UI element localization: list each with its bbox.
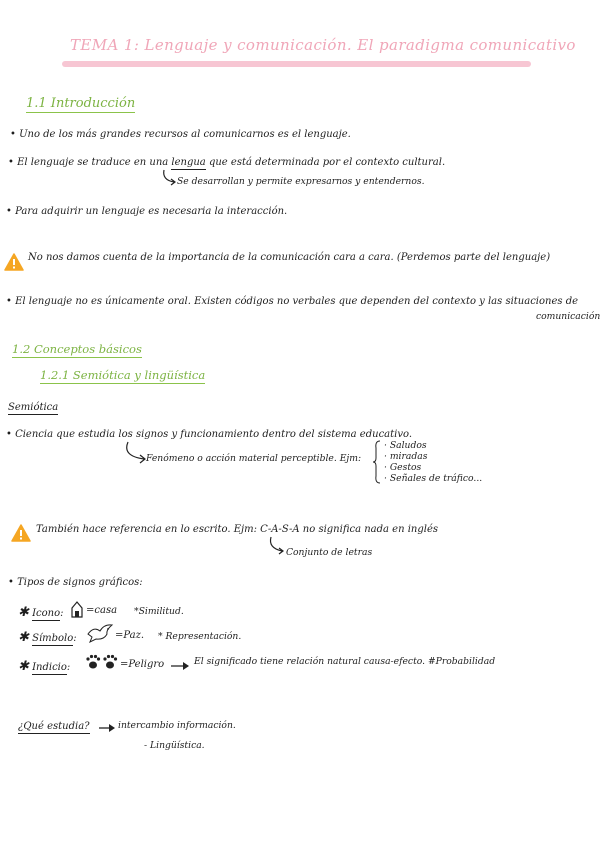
intro-bullet-2: • El lenguaje se traduce en una lengua que está determinada por el contexto cultural. — [8, 157, 446, 168]
section-heading-1-2-1 — [40, 368, 205, 382]
warning-icon — [11, 524, 31, 542]
example-item: · miradas — [384, 451, 428, 462]
intro-bullet-1-text: Uno de los más grandes recursos al comunicarnos es el lenguaje. — [19, 129, 351, 140]
example-item-text: Gestos — [389, 462, 422, 473]
semiotica-bullet-1-text: Ciencia que estudia los signos y funcionamiento dentro del sistema educativo. — [15, 429, 413, 440]
simbolo-label: Símbolo — [32, 633, 74, 644]
tipos-bullet-text: Tipos de signos gráficos: — [17, 577, 143, 588]
example-item: · Gestos — [384, 462, 422, 473]
intro-bullet-4: • El lenguaje no es únicamente oral. Existen códigos no verbales que dependen del contexto y las situaciones de — [6, 296, 579, 307]
page-title: TEMA 1: Lenguaje y comunicación. El paradigma comunicativo — [70, 36, 576, 54]
house-icon — [70, 600, 84, 618]
arrow-right-icon — [98, 723, 118, 733]
semiotica-warning-2: También hace referencia en lo escrito. Ejm: C-A-S-A no significa nada en inglés — [36, 524, 439, 535]
section-heading-1-2-1-text: 1.2.1 Semiótica y lingüística — [40, 368, 206, 382]
simbolo-row: ✱ Símbolo: — [18, 630, 77, 645]
que-estudia-heading — [18, 721, 90, 732]
semiotica-heading — [8, 402, 58, 413]
icono-label: Icono — [32, 608, 61, 619]
semiotica-warning-2-sub: Conjunto de letras — [286, 547, 373, 558]
example-item-text: miradas — [389, 451, 428, 462]
arrow-right-icon — [170, 661, 192, 671]
indicio-label: Indicio — [32, 662, 67, 673]
intro-bullet-2-post: que está determinada por el contexto cultural. — [205, 157, 446, 168]
semiotica-bullet-1-sub: Fenómeno o acción material perceptible. Ejm: — [146, 453, 362, 464]
section-heading-1-1-text: 1.1 Introducción — [26, 96, 136, 111]
brace-icon — [372, 440, 382, 484]
intro-bullet-3: • Para adquirir un lenguaje es necesaria la interacción. — [6, 206, 288, 217]
curved-arrow-icon — [266, 536, 288, 558]
intro-warning-1: No nos damos cuenta de la importancia de la comunicación cara a cara. (Perdemos parte del lenguaje) — [28, 252, 551, 263]
example-item: · Saludos — [384, 440, 427, 451]
section-heading-1-2-text: 1.2 Conceptos básicos — [12, 342, 142, 356]
intro-bullet-3-text: Para adquirir un lenguaje es necesaria la interacción. — [15, 206, 288, 217]
example-item-text: Señales de tráfico... — [389, 473, 483, 484]
semiotica-heading-text: Semiótica — [8, 402, 59, 413]
tipos-bullet: • Tipos de signos gráficos: — [8, 577, 143, 588]
simbolo-eq: =Paz. — [115, 630, 145, 641]
example-item-text: Saludos — [389, 440, 427, 451]
section-heading-1-2 — [12, 342, 142, 356]
que-estudia-b: - Lingüística. — [144, 740, 205, 751]
intro-bullet-1: • Uno de los más grandes recursos al comunicarnos es el lenguaje. — [10, 129, 351, 140]
semiotica-bullet-1: • Ciencia que estudia los signos y funcionamiento dentro del sistema educativo. — [6, 429, 413, 440]
indicio-note: El significado tiene relación natural causa-efecto. #Probabilidad — [194, 656, 496, 667]
intro-bullet-2-sub: Se desarrollan y permite expresarnos y entendernos. — [177, 176, 425, 187]
title-highlight-bar — [62, 61, 531, 67]
dove-icon — [86, 622, 114, 644]
que-estudia-heading-text: ¿Qué estudia? — [18, 721, 90, 732]
intro-bullet-4-text: El lenguaje no es únicamente oral. Existen códigos no verbales que dependen del contexto y las situaciones de — [15, 296, 579, 307]
indicio-eq: =Peligro — [120, 659, 165, 670]
warning-icon — [4, 253, 24, 271]
intro-bullet-2-pre: El lenguaje se traduce en una — [17, 157, 172, 168]
section-heading-1-1 — [26, 96, 135, 111]
paw-prints-icon — [84, 652, 120, 672]
indicio-row: ✱ Indicio: — [18, 659, 71, 674]
intro-bullet-4-cont: comunicación — [536, 311, 600, 322]
icono-eq: =casa — [86, 605, 118, 616]
simbolo-note: * Representación. — [158, 631, 242, 642]
intro-bullet-2-word: lengua — [171, 157, 206, 168]
que-estudia-a: intercambio información. — [118, 720, 236, 731]
icono-row: ✱ Icono: — [18, 605, 64, 620]
example-item: · Señales de tráfico... — [384, 473, 483, 484]
icono-note: *Similitud. — [134, 606, 184, 617]
